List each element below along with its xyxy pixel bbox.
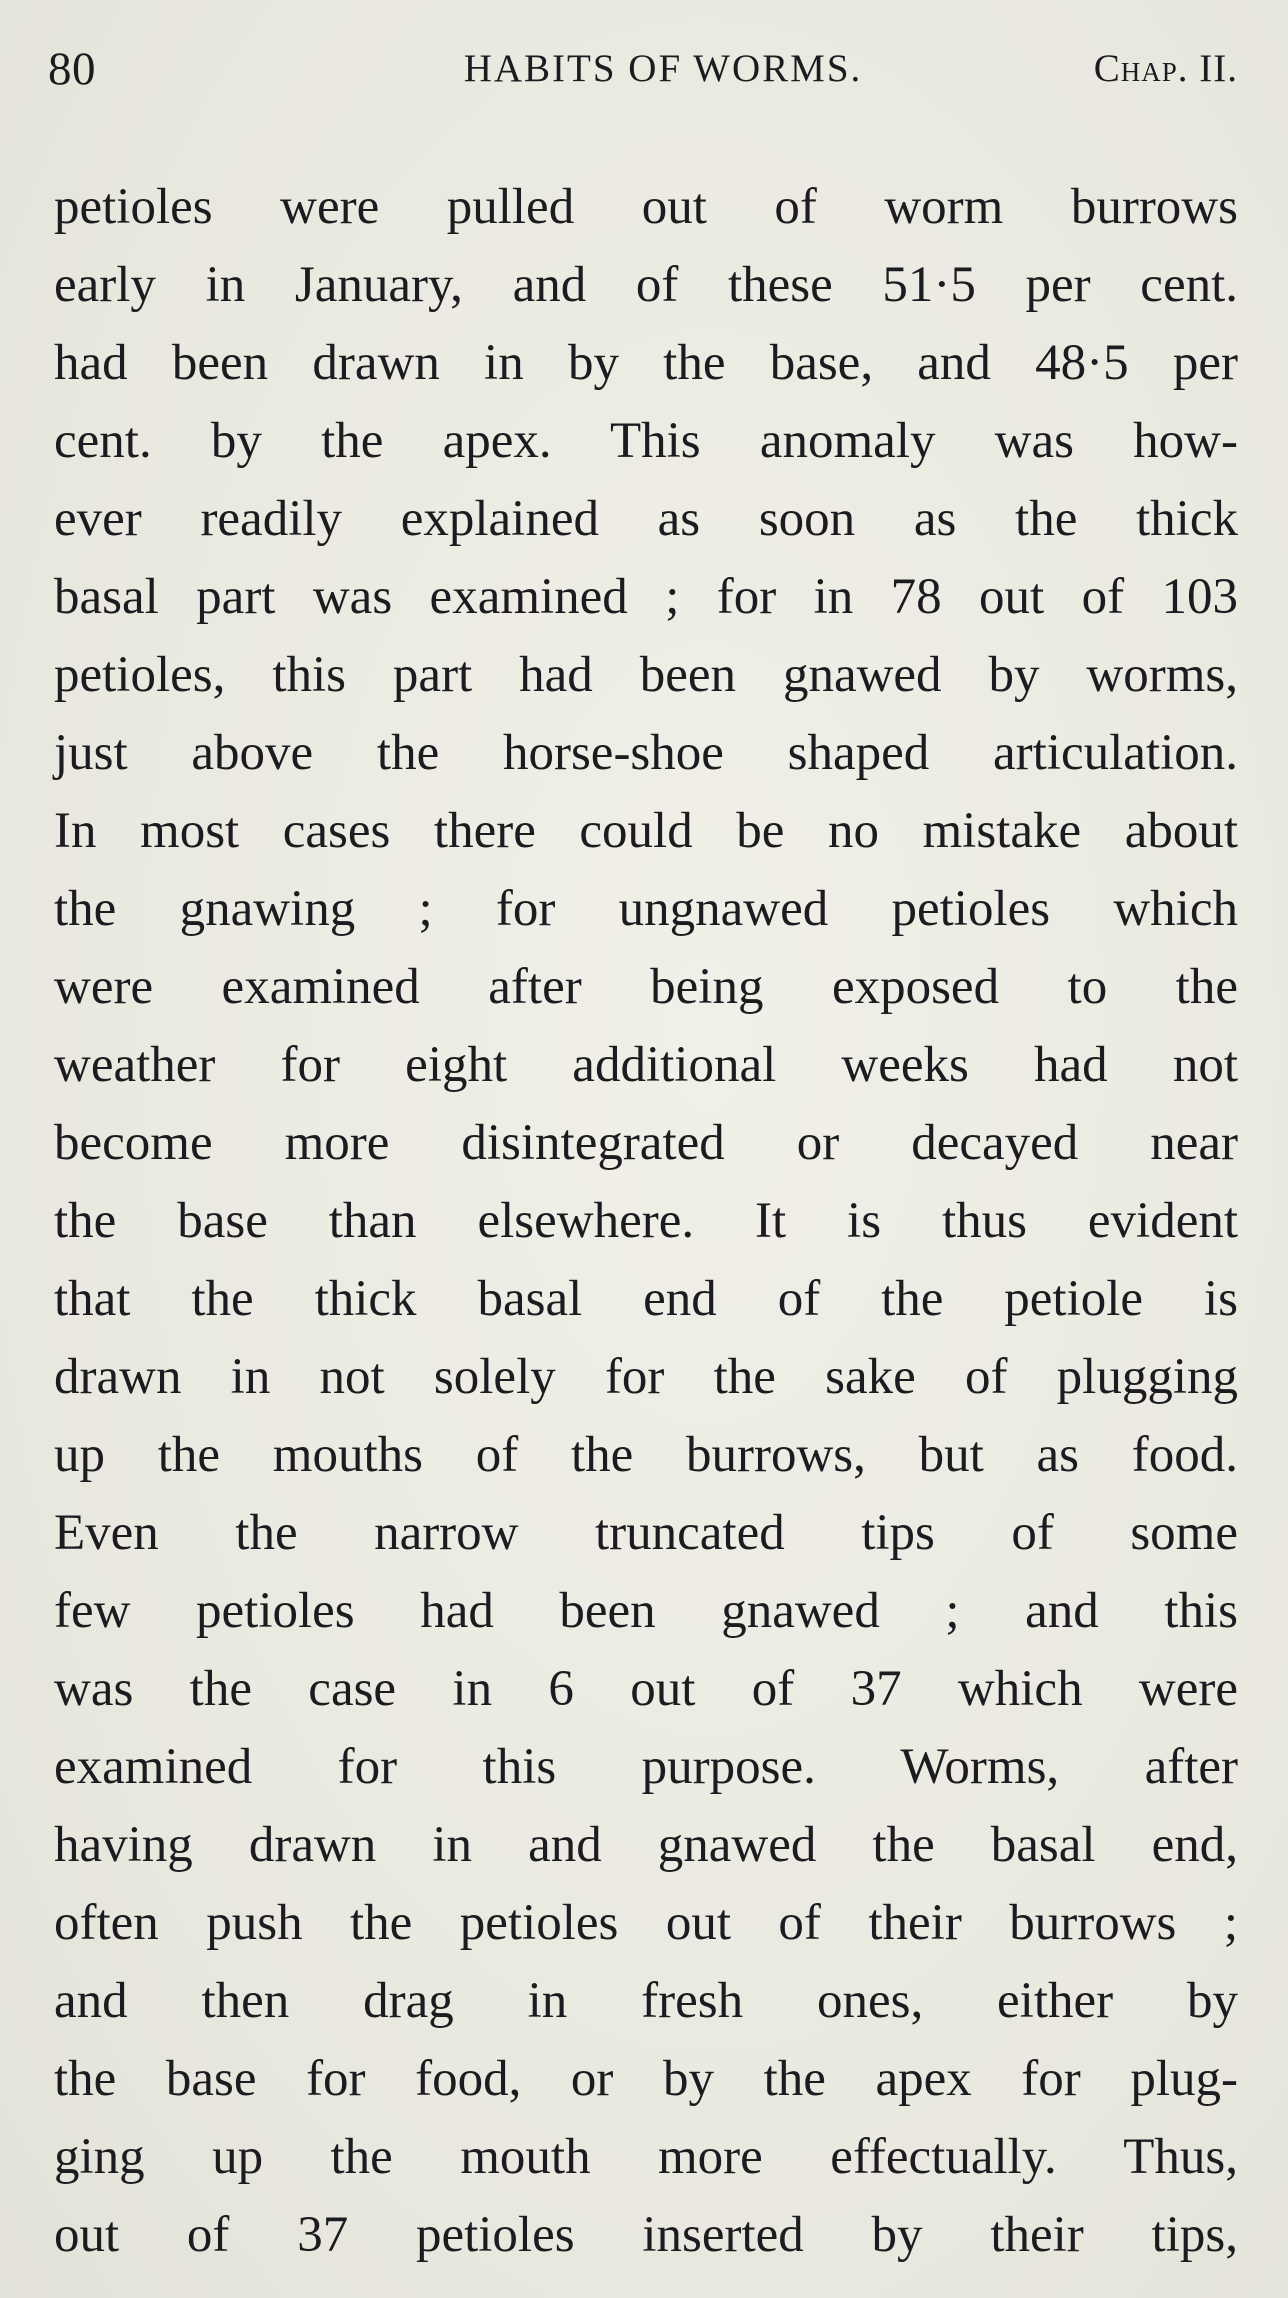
- running-head: [48, 42, 1238, 102]
- text-line: up the mouths of the burrows, but as food.: [54, 1427, 1238, 1483]
- text-line: ging up the mouth more effectually. Thus,: [54, 2129, 1238, 2185]
- text-line: In most cases there could be no mistake about: [54, 803, 1238, 859]
- text-line: that the thick basal end of the petiole is: [54, 1271, 1238, 1327]
- text-line: weather for eight additional weeks had not: [54, 1037, 1238, 1093]
- text-line: having drawn in and gnawed the basal end,: [54, 1817, 1238, 1873]
- body-text: [54, 168, 1238, 2274]
- chapter-label: Chap. II.: [1093, 47, 1238, 90]
- text-line: few petioles had been gnawed ; and this: [54, 1583, 1238, 1639]
- text-line: out of 37 petioles inserted by their tips,: [54, 2207, 1238, 2263]
- text-line: just above the horse-shoe shaped articulation.: [54, 725, 1238, 781]
- text-line: the gnawing ; for ungnawed petioles which: [54, 881, 1238, 937]
- text-line: drawn in not solely for the sake of plugging: [54, 1349, 1238, 1405]
- text-line: petioles, this part had been gnawed by worms,: [54, 647, 1238, 703]
- text-line: and then drag in fresh ones, either by: [54, 1973, 1238, 2029]
- text-line: examined for this purpose. Worms, after: [54, 1739, 1238, 1795]
- text-line: the base than elsewhere. It is thus evident: [54, 1193, 1238, 1249]
- text-line: become more disintegrated or decayed near: [54, 1115, 1238, 1171]
- text-line: were examined after being exposed to the: [54, 959, 1238, 1015]
- running-title: HABITS OF WORMS.: [463, 47, 863, 90]
- text-line: the base for food, or by the apex for plug-: [54, 2051, 1238, 2107]
- text-line: was the case in 6 out of 37 which were: [54, 1661, 1238, 1717]
- text-line: ever readily explained as soon as the thick: [54, 491, 1238, 547]
- text-line: cent. by the apex. This anomaly was how-: [54, 413, 1238, 469]
- text-line: had been drawn in by the base, and 48·5 per: [54, 335, 1238, 391]
- text-line: often push the petioles out of their burrows ;: [54, 1895, 1238, 1951]
- text-line: Even the narrow truncated tips of some: [54, 1505, 1238, 1561]
- text-line: petioles were pulled out of worm burrows: [54, 179, 1238, 235]
- text-line: early in January, and of these 51·5 per cent.: [54, 257, 1238, 313]
- page-number: 80: [48, 43, 96, 95]
- text-line: basal part was examined ; for in 78 out of 103: [54, 569, 1238, 625]
